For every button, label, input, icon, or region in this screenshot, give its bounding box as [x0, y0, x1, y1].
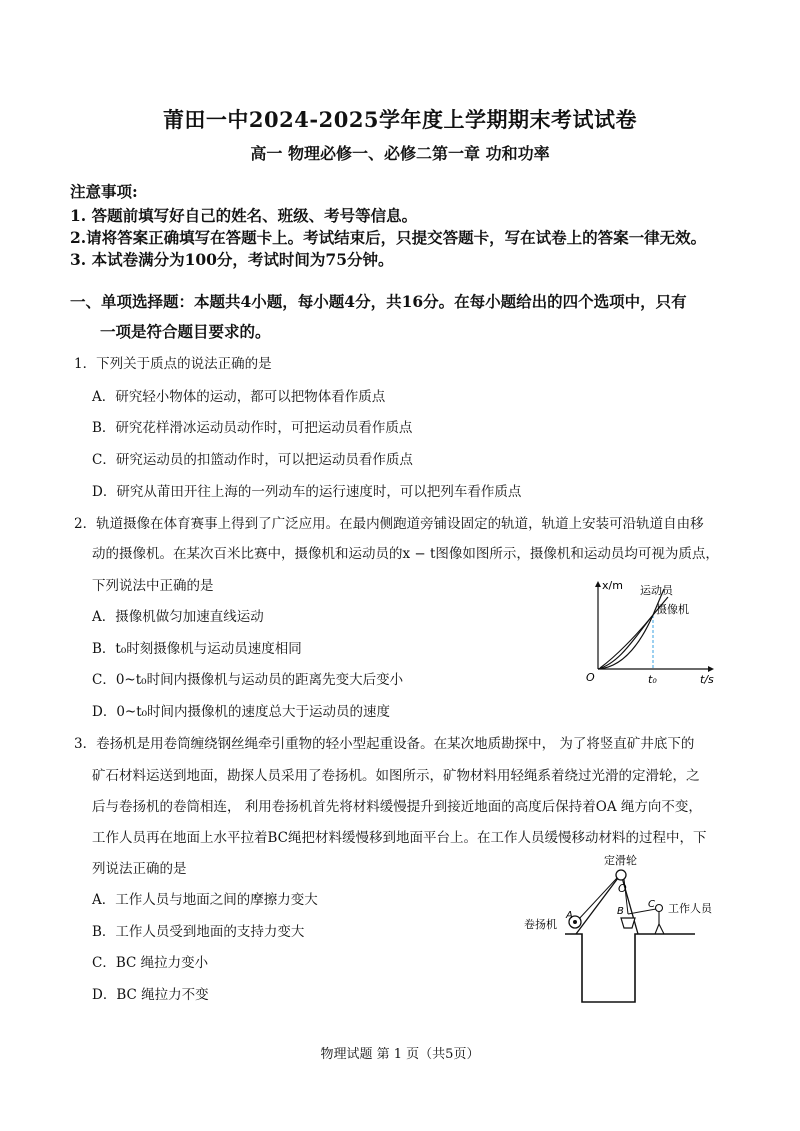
q1-option-d: D．研究从莆田开往上海的一列动车的运行速度时，可以把列车看作质点 — [92, 484, 522, 500]
x-axis-arrow — [708, 666, 714, 672]
pulley-icon — [616, 870, 626, 880]
q3-winch-diagram — [520, 852, 760, 1017]
rope-oa — [578, 878, 617, 920]
q2-option-b: B．t₀时刻摄像机与运动员速度相同 — [92, 641, 302, 657]
athlete-label: 运动员 — [640, 584, 673, 597]
origin-label: O — [586, 671, 595, 684]
q1-option-b: B．研究花样滑冰运动员动作时，可把运动员看作质点 — [92, 420, 413, 436]
point-a-label: A — [566, 910, 573, 921]
point-o-label: O — [618, 882, 627, 895]
q3-stem-line5: 列说法正确的是 — [92, 861, 187, 877]
frame-left — [576, 874, 621, 934]
point-c-label: C — [648, 899, 655, 910]
q2-stem-line1: 2．轨道摄像在体育赛事上得到了广泛应用。在最内侧跑道旁铺设固定的轨道，轨道上安装可沿轨道自由移 — [74, 516, 704, 532]
worker-leg — [655, 924, 659, 934]
q2-option-d: D．0~t₀时间内摄像机的速度总大于运动员的速度 — [92, 704, 391, 720]
y-axis-arrow — [595, 581, 601, 587]
winch-hub — [573, 920, 577, 924]
q1-stem: 1．下列关于质点的说法正确的是 — [74, 356, 272, 372]
winch-label: 卷扬机 — [524, 918, 557, 931]
x-axis-label: t/s — [700, 673, 714, 686]
q1-option-c: C．研究运动员的扣篮动作时，可以把运动员看作质点 — [92, 452, 413, 468]
q1-option-a: A．研究轻小物体的运动，都可以把物体看作质点 — [92, 389, 386, 405]
camera-label: 摄像机 — [656, 603, 689, 616]
q3-option-a: A．工作人员与地面之间的摩擦力变大 — [92, 892, 318, 908]
q3-option-c: C．BC 绳拉力变小 — [92, 955, 209, 971]
q3-stem-line3: 后与卷扬机的卷筒相连， 利用卷扬机首先将材料缓慢提升到接近地面的高度后保持着OA 绳方向不变， — [92, 799, 702, 815]
section-heading: 一、单项选择题：本题共4小题，每小题4分，共16分。在每小题给出的四个选项中，只有 — [70, 292, 687, 311]
worker-label: 工作人员 — [668, 902, 712, 915]
camera-line — [600, 615, 653, 668]
worker-leg — [659, 924, 664, 934]
q2-option-c: C．0~t₀时间内摄像机与运动员的距离先变大后变小 — [92, 672, 404, 688]
y-axis-label: x/m — [602, 579, 623, 592]
exam-title: 莆田一中2024-2025学年度上学期期末考试试卷 — [162, 107, 638, 132]
section-heading-cont: 一项是符合题目要求的。 — [100, 322, 271, 341]
worker-icon — [656, 905, 663, 912]
page-footer: 物理试题 第 1 页（共5页） — [320, 1047, 480, 1062]
q2-stem-line2: 动的摄像机。在某次百米比赛中，摄像机和运动员的x − t图像如图所示，摄像机和运动员均可视为质点， — [92, 546, 719, 562]
q2-xt-graph — [580, 575, 720, 690]
q2-option-a: A．摄像机做匀加速直线运动 — [92, 609, 264, 625]
point-b-label: B — [617, 906, 624, 917]
notice-item: 3. 本试卷满分为100分，考试时间为75分钟。 — [70, 250, 394, 269]
t0-label: t₀ — [648, 673, 657, 686]
exam-subtitle: 高一 物理必修一、必修二第一章 功和功率 — [250, 144, 550, 163]
q3-stem-line2: 矿石材料运送到地面，勘探人员采用了卷扬机。如图所示，矿物材料用轻绳系着绕过光滑的定滑轮，之 — [92, 768, 700, 784]
notice-item: 2.请将答案正确填写在答题卡上。考试结束后，只提交答题卡，写在试卷上的答案一律无效。 — [70, 228, 707, 247]
q3-option-d: D．BC 绳拉力不变 — [92, 987, 209, 1003]
ground-and-shaft — [565, 934, 695, 1002]
material-basket — [621, 918, 635, 928]
q3-option-b: B．工作人员受到地面的支持力变大 — [92, 924, 305, 940]
pulley-label: 定滑轮 — [604, 854, 637, 867]
q2-stem-line3: 下列说法中正确的是 — [92, 578, 214, 594]
camera-curve — [598, 589, 664, 669]
notice-item: 1. 答题前填写好自己的姓名、班级、考号等信息。 — [70, 206, 418, 225]
q3-stem-line4: 工作人员再在地面上水平拉着BC绳把材料缓慢移到地面平台上。在工作人员缓慢移动材料的过程中，下 — [92, 830, 707, 846]
notice-heading: 注意事项: — [70, 182, 138, 201]
q3-stem-line1: 3．卷扬机是用卷筒缠绕钢丝绳牵引重物的轻小型起重设备。在某次地质勘探中， 为了将竖直矿井底下的 — [74, 736, 695, 752]
